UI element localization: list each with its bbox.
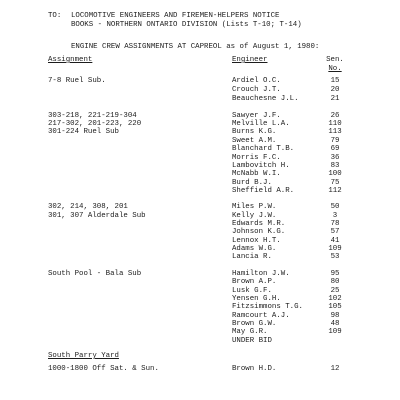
seniority-number: 112 [328,187,342,195]
under-bid-note: UNDER BID [232,337,272,345]
engineer-name: Ardiel O.C. [232,77,281,85]
engineer-name: Melville L.A. [232,120,290,128]
seniority-number: 113 [328,128,342,136]
engineer-name: Brown H.D. [232,365,277,373]
engineer-name: Morris F.C. [232,154,281,162]
seniority-number: 102 [328,295,342,303]
seniority-number: 100 [328,170,342,178]
seniority-number: 80 [330,278,340,286]
engineer-name: Burns K.G. [232,128,277,136]
engineer-name: Sawyer J.F. [232,112,281,120]
assignment-text: 303-218, 221-219-304 [48,112,137,120]
seniority-number: 75 [330,179,340,187]
seniority-number: 110 [328,120,342,128]
to-label: TO: [48,12,62,20]
assignment-text: 301, 307 Alderdale Sub [48,212,146,220]
engineer-name: Blanchard T.B. [232,145,295,153]
engineer-name: Yensen G.H. [232,295,281,303]
seniority-number: 25 [330,287,340,295]
engineer-name: Hamilton J.W. [232,270,290,278]
assignment-text: 1000-1800 Off Sat. & Sun. [48,365,159,373]
engineer-name: Crouch J.T. [232,86,281,94]
seniority-number: 12 [330,365,340,373]
engineer-name: Sweet A.M. [232,137,277,145]
seniority-number: 109 [328,245,342,253]
sen-header-line-1: Sen. [326,56,344,64]
engineer-name: Kelly J.W. [232,212,277,220]
seniority-number: 50 [330,203,340,211]
assignment-text: 217-302, 201-223, 220 [48,120,142,128]
engineer-name: Brown A.P. [232,278,277,286]
south-parry-yard-heading: South Parry Yard [48,352,119,360]
notice-title-line-2: BOOKS - NORTHERN ONTARIO DIVISION (Lists T-10; T-14) [71,21,302,29]
engineer-name: Miles P.W. [232,203,277,211]
assignment-text: 302, 214, 308, 201 [48,203,128,211]
seniority-number: 15 [330,77,340,85]
seniority-number: 36 [330,154,340,162]
crew-assignments-subtitle: ENGINE CREW ASSIGNMENTS AT CAPREOL as of August 1, 1980: [71,43,320,51]
notice-title-line-1: LOCOMOTIVE ENGINEERS AND FIREMEN-HELPERS NOTICE [71,12,280,20]
engineer-name: Ramcourt A.J. [232,312,290,320]
engineer-column-header: Engineer [232,56,268,64]
seniority-number: 98 [330,312,340,320]
engineer-name: Lusk G.F. [232,287,272,295]
seniority-number: 95 [330,270,340,278]
seniority-number: 48 [330,320,340,328]
engineer-name: May G.R. [232,328,268,336]
engineer-name: Beauchesne J.L. [232,95,299,103]
seniority-number: 57 [330,228,340,236]
engineer-name: Lennox H.T. [232,237,281,245]
engineer-name: Fitzsimmons T.G. [232,303,303,311]
seniority-number: 79 [330,137,340,145]
engineer-name: Burd B.J. [232,179,272,187]
seniority-column-header [320,56,350,73]
seniority-number: 53 [330,253,340,261]
seniority-number: 83 [330,162,340,170]
seniority-number: 78 [330,220,340,228]
seniority-number: 69 [330,145,340,153]
seniority-number: 26 [330,112,340,120]
seniority-number: 20 [330,86,340,94]
assignment-column-header: Assignment [48,56,93,64]
engineer-name: Lambovitch H. [232,162,290,170]
engineer-name: Sheffield A.R. [232,187,295,195]
seniority-number: 3 [332,212,338,220]
seniority-number: 109 [328,328,342,336]
engineer-name: McNabb W.I. [232,170,281,178]
sen-header-line-2: No. [328,64,342,73]
assignment-text: South Pool - Bala Sub [48,270,142,278]
engineer-name: Edwards M.R. [232,220,286,228]
seniority-number: 21 [330,95,340,103]
engineer-name: Adams W.G. [232,245,277,253]
seniority-number: 105 [328,303,342,311]
engineer-name: Johnson K.G. [232,228,286,236]
assignment-text: 7-8 Ruel Sub. [48,77,106,85]
seniority-number: 41 [330,237,340,245]
assignment-text: 301-224 Ruel Sub [48,128,119,136]
engineer-name: Brown G.W. [232,320,277,328]
engineer-name: Lancia R. [232,253,272,261]
